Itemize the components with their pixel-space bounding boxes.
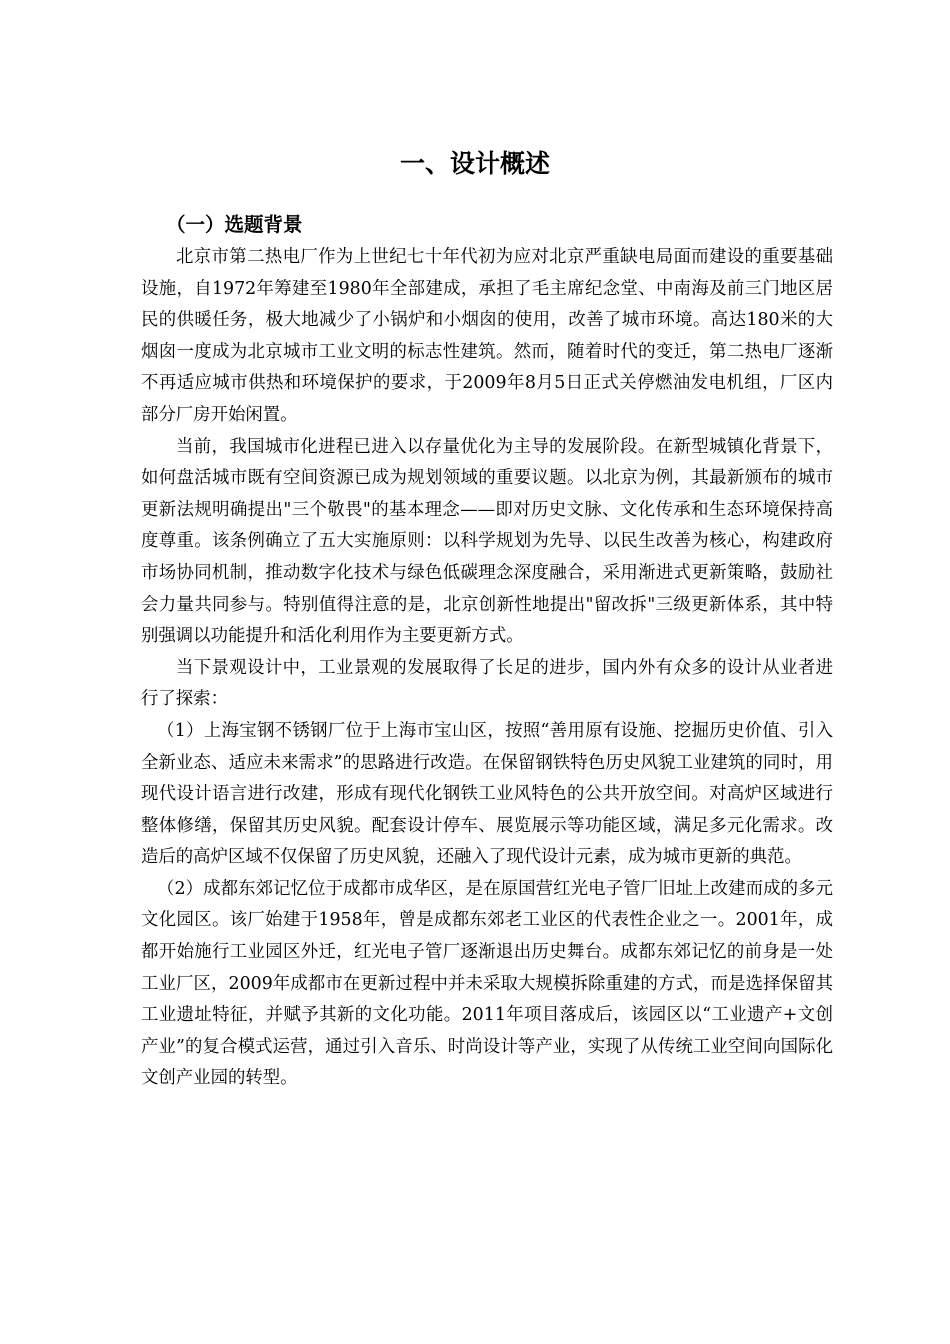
section-heading: （一）选题背景 — [166, 213, 303, 236]
paragraph-case-chengdu: （2）成都东郊记忆位于成都市成华区，是在原国营红光电子管厂旧址上改建而成的多元文化园区。该厂始建于1958年，曾是成都东郊老工业区的代表性企业之一。2001年，成都开始施行工业园区外迁，红光电子管厂逐渐退出历史舞台。成都东郊记忆的前身是一处工业厂区，2009年成都市在更新过程中并未采取大规模拆除重建的方式，而是选择保留其工业遗址特征，并赋予其新的文化功能。2011年项目落成后，该园区以“工业遗产+文创产业”的复合模式运营，通过引入音乐、时尚设计等产业，实现了从传统工业空间向国际化文创产业园的转型。 — [141, 878, 833, 1089]
body-text — [141, 242, 833, 1095]
paragraph-case-baosteel: （1）上海宝钢不锈钢厂位于上海市宝山区，按照“善用原有设施、挖掘历史价值、引入全新业态、适应未来需求”的思路进行改造。在保留钢铁特色历史风貌工业建筑的同时，用现代设计语言进行改建，形成有现代化钢铁工业风特色的公共开放空间。对高炉区域进行整体修缮，保留其历史风貌。配套设计停车、展览展示等功能区域，满足多元化需求。改造后的高炉区域不仅保留了历史风貌，还融入了现代设计元素，成为城市更新的典范。 — [141, 720, 833, 868]
paragraph-background: 北京市第二热电厂作为上世纪七十年代初为应对北京严重缺电局面而建设的重要基础设施，自1972年筹建至1980年全部建成，承担了毛主席纪念堂、中南海及前三门地区居民的供暖任务，极大地减少了小锅炉和小烟囱的使用，改善了城市环境。高达180米的大烟囱一度成为北京城市工业文明的标志性建筑。然而，随着时代的变迁，第二热电厂逐渐不再适应城市供热和环境保护的要求，于2009年8月5日正式关停燃油发电机组，厂区内部分厂房开始闲置。 — [141, 247, 833, 425]
paragraph-industrial-landscape: 当下景观设计中，工业景观的发展取得了长足的进步，国内外有众多的设计从业者进行了探索： — [141, 657, 833, 710]
chapter-title: 一、设计概述 — [399, 149, 550, 178]
paragraph-urbanization: 当前，我国城市化进程已进入以存量优化为主导的发展阶段。在新型城镇化背景下，如何盘活城市既有空间资源已成为规划领域的重要议题。以北京为例，其最新颁布的城市更新法规明确提出"三个敬畏"的基本理念——即对历史文脉、文化传承和生态环境保持高度尊重。该条例确立了五大实施原则：以科学规划为先导、以民生改善为核心，构建政府市场协同机制，推动数字化技术与绿色低碳理念深度融合，采用渐进式更新策略，鼓励社会力量共同参与。特别值得注意的是，北京创新性地提出"留改拆"三级更新体系，其中特别强调以功能提升和活化利用作为主要更新方式。 — [141, 436, 833, 647]
